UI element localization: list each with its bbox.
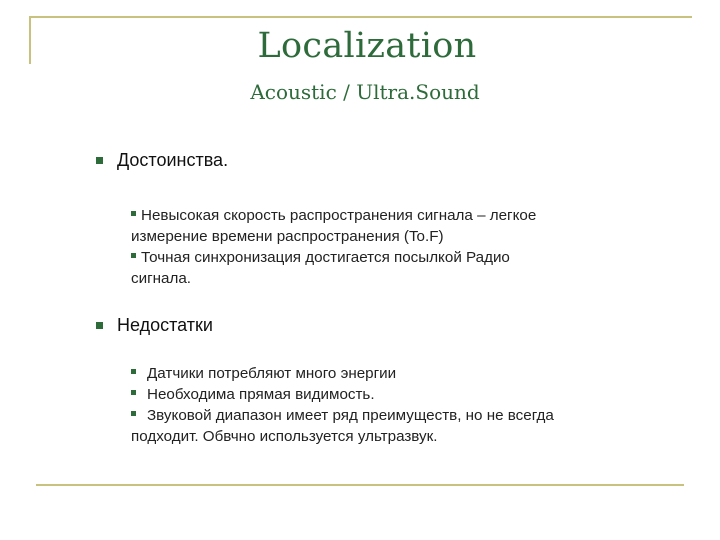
- list-item-continuation: сигнала.: [131, 270, 191, 287]
- frame-bottom-rule: [36, 484, 684, 486]
- list-item-text: Невысокая скорость распространения сигнала – легкое: [141, 207, 537, 224]
- list-item-text: Необходима прямая видимость.: [147, 386, 375, 403]
- slide-subtitle: Acoustic / Ultra.Sound: [250, 80, 480, 104]
- square-bullet-icon: [131, 390, 136, 395]
- list-item-text: Датчики потребляют много энергии: [147, 365, 397, 382]
- advantages-list: [131, 205, 651, 289]
- square-bullet-icon: [96, 322, 103, 329]
- square-bullet-icon: [96, 157, 103, 164]
- square-bullet-icon: [131, 253, 136, 258]
- list-item-continuation: измерение времени распространения (To.F): [131, 228, 444, 245]
- section-heading-disadvantages: Недостатки: [117, 315, 213, 335]
- square-bullet-icon: [131, 211, 136, 216]
- list-item: [131, 363, 651, 384]
- list-item: [131, 205, 651, 226]
- list-item-text: Звуковой диапазон имеет ряд преимуществ, но не всегда: [147, 407, 554, 424]
- disadvantages-list: [131, 363, 651, 447]
- list-item: [131, 247, 651, 268]
- list-item: [131, 405, 651, 426]
- list-item: [131, 384, 651, 405]
- section-heading-advantages: Достоинства.: [117, 150, 229, 170]
- list-item-continuation: подходит. Обвчно используется ультразвук.: [131, 428, 438, 445]
- list-item-text: Точная синхронизация достигается посылкой Радио: [141, 249, 510, 266]
- slide-title: Localization: [257, 26, 477, 66]
- square-bullet-icon: [131, 369, 136, 374]
- square-bullet-icon: [131, 411, 136, 416]
- frame-top-rule: [30, 16, 692, 18]
